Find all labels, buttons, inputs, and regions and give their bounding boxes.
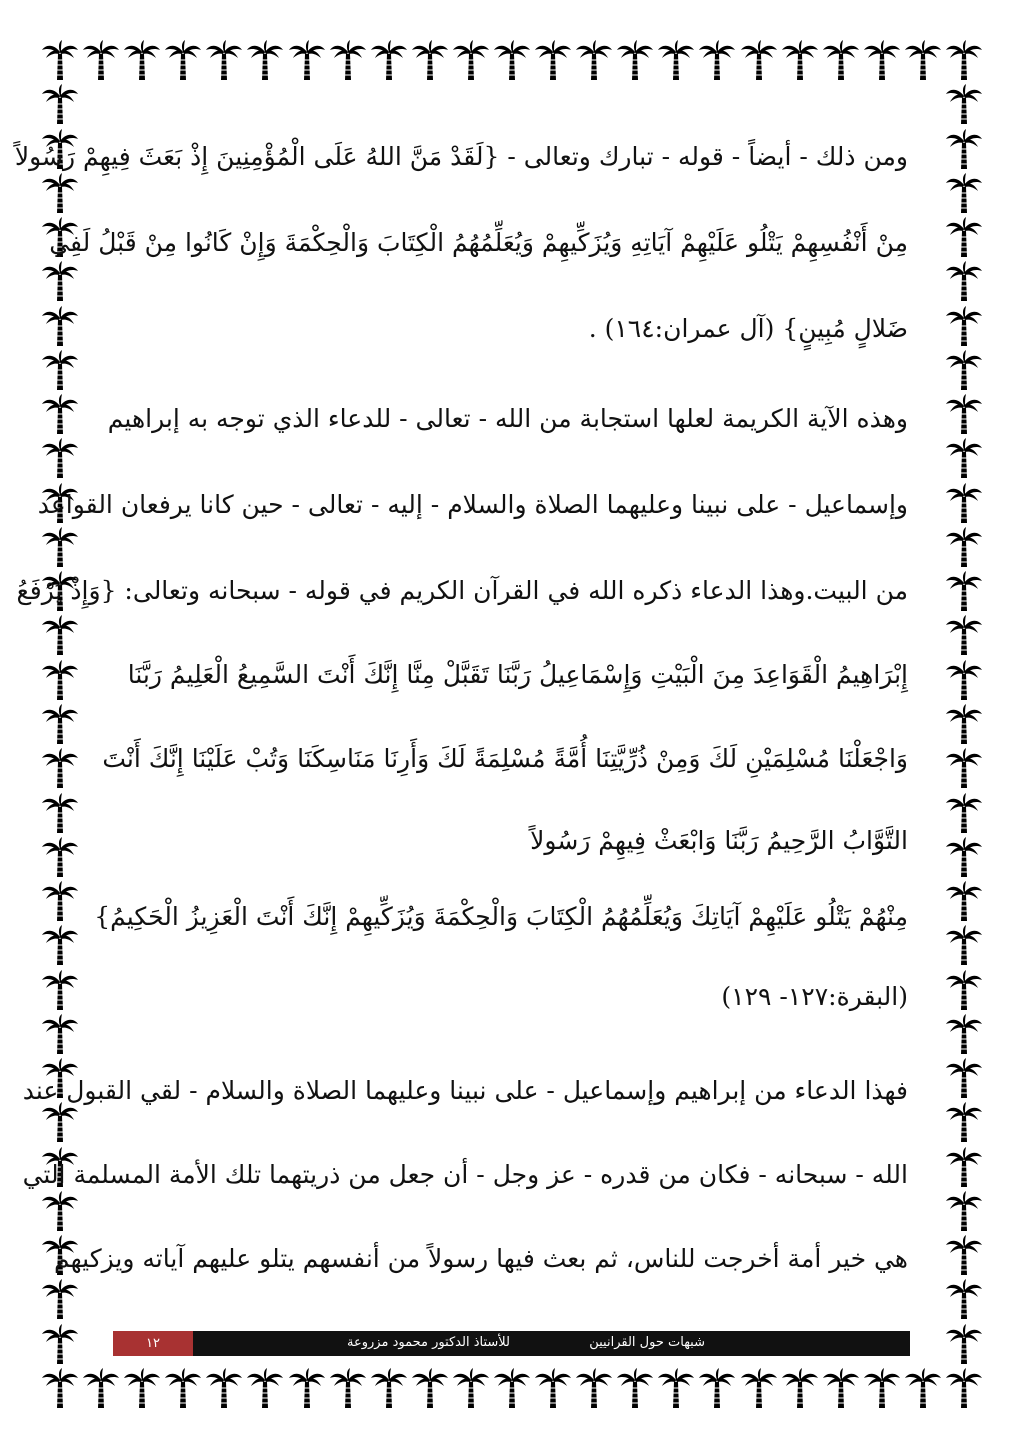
footer-book-title: شبهات حول القرانيين	[589, 1335, 705, 1350]
palm-tree-icon	[410, 1366, 450, 1410]
palm-tree-icon	[369, 38, 409, 82]
palm-tree-icon	[944, 525, 984, 569]
palm-tree-icon	[40, 613, 80, 657]
palm-tree-icon	[204, 38, 244, 82]
palm-tree-icon	[40, 304, 80, 348]
palm-tree-icon	[40, 968, 80, 1012]
palm-tree-icon	[122, 1366, 162, 1410]
palm-tree-icon	[40, 436, 80, 480]
palm-tree-icon	[287, 1366, 327, 1410]
palm-tree-icon	[615, 38, 655, 82]
palm-tree-icon	[697, 1366, 737, 1410]
text-line: (البقرة:١٢٧- ١٢٩)	[721, 982, 908, 1011]
palm-tree-icon	[944, 746, 984, 790]
text-line: ومن ذلك - أيضاً - قوله - تبارك وتعالى - {لَقَدْ مَنَّ اللهُ عَلَى الْمُؤْمِنِينَ إِذْ بَعَثَ فِيهِمْ رَسُولاً	[14, 142, 908, 171]
palm-tree-icon	[944, 1056, 984, 1100]
palm-tree-icon	[944, 392, 984, 436]
palm-tree-icon	[862, 38, 902, 82]
palm-tree-icon	[40, 1012, 80, 1056]
palm-tree-icon	[369, 1366, 409, 1410]
palm-tree-icon	[40, 348, 80, 392]
palm-tree-icon	[492, 38, 532, 82]
palm-tree-icon	[451, 38, 491, 82]
palm-tree-icon	[944, 304, 984, 348]
palm-tree-icon	[40, 38, 80, 82]
text-line: هي خير أمة أخرجت للناس، ثم بعث فيها رسولاً من أنفسهم يتلو عليهم آياته ويزكيهم	[54, 1244, 908, 1273]
palm-tree-icon	[40, 1366, 80, 1410]
palm-tree-icon	[40, 658, 80, 702]
palm-tree-icon	[40, 525, 80, 569]
text-line: فهذا الدعاء من إبراهيم وإسماعيل - على نبينا وعليهما الصلاة والسلام - لقي القبول عند	[22, 1076, 908, 1105]
palm-tree-icon	[40, 702, 80, 746]
palm-tree-icon	[862, 1366, 902, 1410]
palm-tree-icon	[739, 1366, 779, 1410]
palm-tree-icon	[944, 1277, 984, 1321]
palm-tree-icon	[40, 746, 80, 790]
palm-tree-icon	[656, 38, 696, 82]
palm-tree-icon	[944, 1100, 984, 1144]
palm-tree-icon	[245, 38, 285, 82]
palm-tree-icon	[40, 1277, 80, 1321]
palm-tree-icon	[81, 1366, 121, 1410]
palm-tree-icon	[944, 968, 984, 1012]
palm-tree-icon	[821, 38, 861, 82]
palm-tree-icon	[328, 1366, 368, 1410]
palm-tree-icon	[903, 1366, 943, 1410]
palm-tree-icon	[533, 1366, 573, 1410]
text-line: من البيت.وهذا الدعاء ذكره الله في القرآن الكريم في قوله - سبحانه وتعالى: {وَإِذْ يَرْفَعُ	[16, 576, 908, 605]
palm-tree-icon	[410, 38, 450, 82]
palm-tree-icon	[944, 481, 984, 525]
palm-tree-icon	[944, 38, 984, 82]
palm-tree-icon	[944, 613, 984, 657]
palm-tree-icon	[780, 38, 820, 82]
palm-tree-icon	[163, 38, 203, 82]
palm-tree-icon	[821, 1366, 861, 1410]
palm-tree-icon	[40, 259, 80, 303]
palm-tree-icon	[944, 1145, 984, 1189]
palm-tree-icon	[944, 835, 984, 879]
palm-tree-icon	[944, 348, 984, 392]
palm-tree-icon	[944, 702, 984, 746]
page-number: ١٢	[113, 1331, 193, 1356]
palm-tree-icon	[40, 791, 80, 835]
palm-tree-icon	[40, 392, 80, 436]
palm-tree-icon	[287, 38, 327, 82]
palm-tree-icon	[656, 1366, 696, 1410]
palm-tree-icon	[944, 1012, 984, 1056]
palm-tree-icon	[492, 1366, 532, 1410]
text-line: مِنْ أَنْفُسِهِمْ يَتْلُو عَلَيْهِمْ آيَاتِهِ وَيُزَكِّيهِمْ وَيُعَلِّمُهُمُ الْكِتَابَ وَالْحِكْمَةَ وَإِنْ كَانُوا مِنْ قَبْلُ لَفِي	[49, 228, 908, 257]
palm-tree-icon	[944, 569, 984, 613]
palm-tree-icon	[40, 879, 80, 923]
palm-tree-icon	[944, 436, 984, 480]
palm-tree-icon	[944, 791, 984, 835]
palm-tree-icon	[944, 1322, 984, 1366]
palm-tree-icon	[739, 38, 779, 82]
palm-tree-icon	[944, 1233, 984, 1277]
palm-tree-icon	[245, 1366, 285, 1410]
palm-tree-icon	[40, 1322, 80, 1366]
palm-tree-icon	[944, 658, 984, 702]
palm-tree-icon	[122, 38, 162, 82]
text-line: الله - سبحانه - فكان من قدره - عز وجل - أن جعل من ذريتهما تلك الأمة المسلمة التي	[22, 1160, 908, 1189]
palm-tree-icon	[944, 215, 984, 259]
palm-tree-icon	[40, 923, 80, 967]
palm-tree-icon	[944, 259, 984, 303]
palm-tree-icon	[944, 1189, 984, 1233]
palm-tree-icon	[780, 1366, 820, 1410]
palm-tree-icon	[204, 1366, 244, 1410]
palm-tree-icon	[81, 38, 121, 82]
palm-tree-icon	[944, 1366, 984, 1410]
text-line: إِبْرَاهِيمُ الْقَوَاعِدَ مِنَ الْبَيْتِ وَإِسْمَاعِيلُ رَبَّنَا تَقَبَّلْ مِنَّا إِنَّكَ أَنْتَ السَّمِيعُ الْعَلِيمُ رَبَّنَا	[127, 660, 908, 689]
palm-tree-icon	[944, 923, 984, 967]
text-line: مِنْهُمْ يَتْلُو عَلَيْهِمْ آيَاتِكَ وَيُعَلِّمُهُمُ الْكِتَابَ وَالْحِكْمَةَ وَيُزَكِّيهِمْ إِنَّكَ أَنْتَ الْعَزِيزُ الْحَكِيمُ}	[94, 902, 908, 931]
palm-tree-icon	[903, 38, 943, 82]
page-footer	[113, 1331, 910, 1356]
palm-tree-icon	[574, 38, 614, 82]
palm-tree-icon	[944, 879, 984, 923]
palm-tree-icon	[574, 1366, 614, 1410]
palm-tree-icon	[944, 171, 984, 215]
palm-tree-icon	[451, 1366, 491, 1410]
palm-tree-icon	[328, 38, 368, 82]
footer-author: للأستاذ الدكتور محمود مزروعة	[347, 1335, 510, 1350]
palm-tree-icon	[40, 82, 80, 126]
palm-tree-icon	[533, 38, 573, 82]
palm-tree-icon	[40, 1189, 80, 1233]
palm-tree-icon	[40, 171, 80, 215]
palm-tree-icon	[40, 1100, 80, 1144]
palm-tree-icon	[944, 127, 984, 171]
text-line: ضَلالٍ مُبِينٍ} (آل عمران:١٦٤) .	[588, 314, 908, 343]
text-line: وهذه الآية الكريمة لعلها استجابة من الله - تعالى - للدعاء الذي توجه به إبراهيم	[107, 404, 908, 433]
text-line: التَّوَّابُ الرَّحِيمُ رَبَّنَا وَابْعَثْ فِيهِمْ رَسُولاً	[530, 826, 908, 855]
palm-tree-icon	[163, 1366, 203, 1410]
palm-tree-icon	[40, 835, 80, 879]
palm-tree-icon	[944, 82, 984, 126]
palm-tree-icon	[615, 1366, 655, 1410]
palm-tree-icon	[697, 38, 737, 82]
text-line: وَاجْعَلْنَا مُسْلِمَيْنِ لَكَ وَمِنْ ذُرِّيَّتِنَا أُمَّةً مُسْلِمَةً لَكَ وَأَرِنَا مَنَاسِكَنَا وَتُبْ عَلَيْنَا إِنَّكَ أَنْتَ	[102, 744, 908, 773]
text-line: وإسماعيل - على نبينا وعليهما الصلاة والسلام - إليه - تعالى - حين كانا يرفعان القواعد	[37, 490, 908, 519]
